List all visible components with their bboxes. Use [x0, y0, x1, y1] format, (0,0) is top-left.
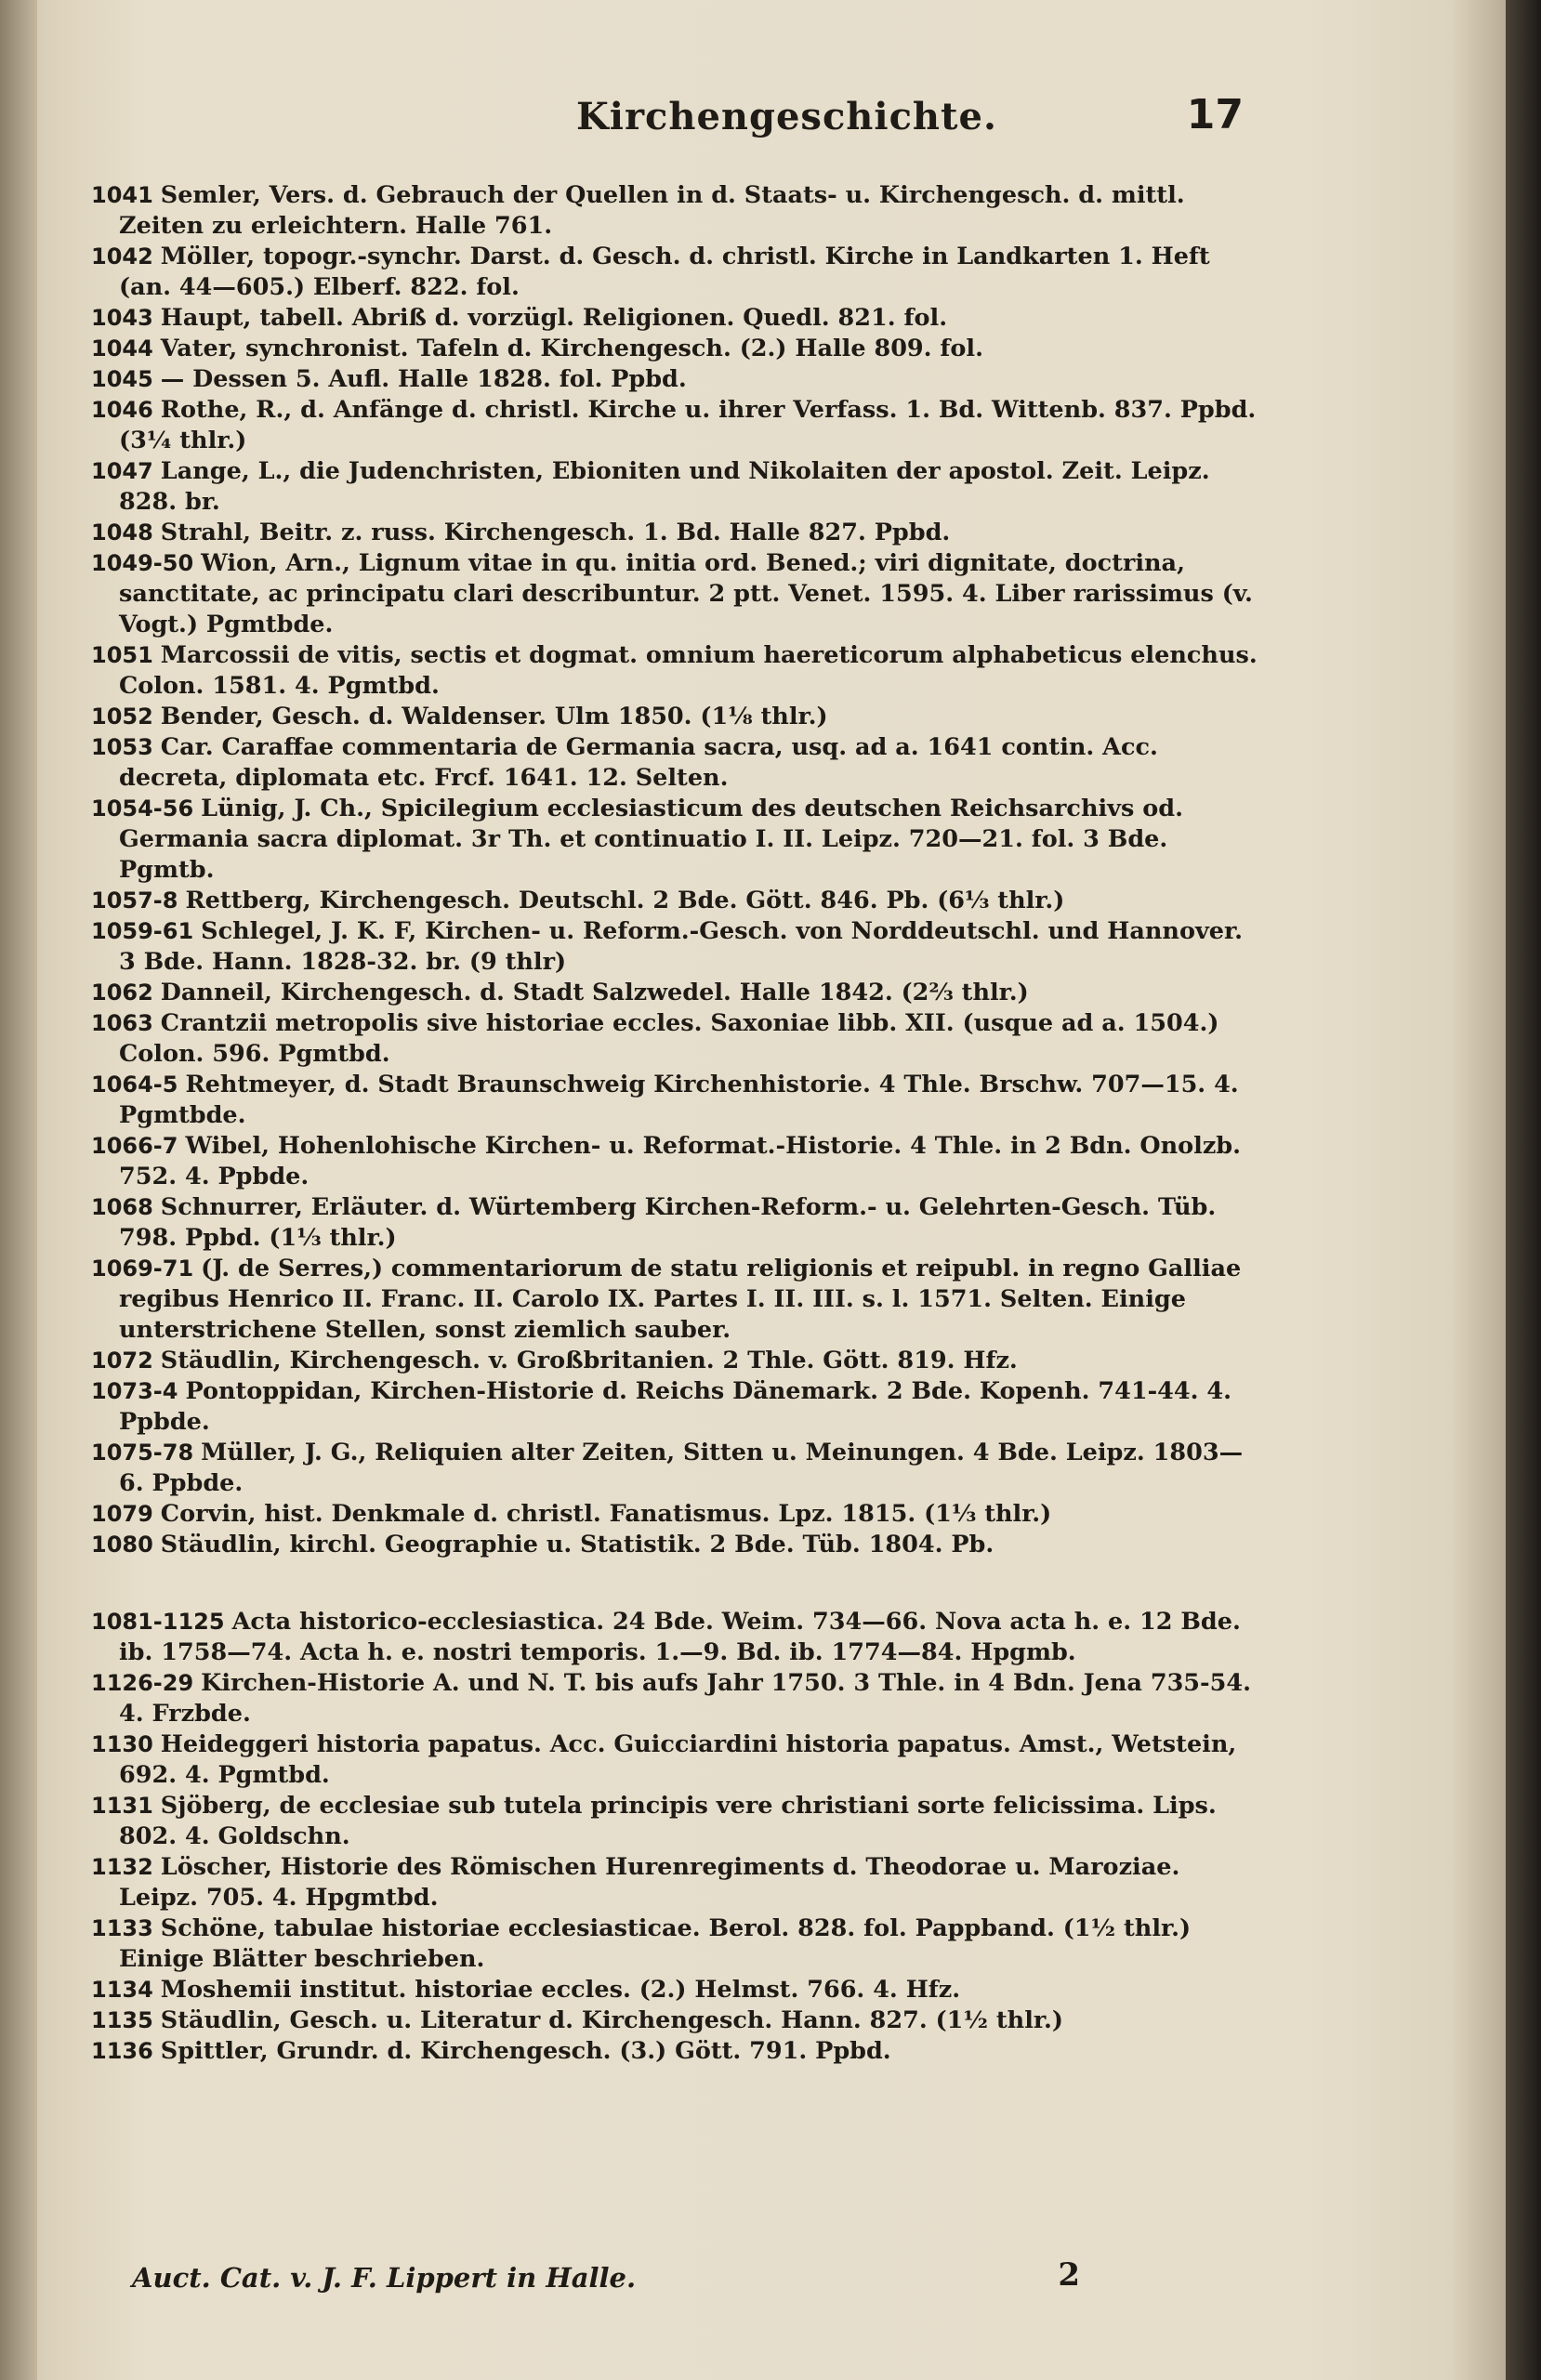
catalog-entry	[91, 1192, 1267, 1254]
entry-number: 1051	[91, 642, 153, 668]
catalog-entries	[91, 180, 1267, 2067]
entry-text: Rehtmeyer, d. Stadt Braunschweig Kirchenhistorie. 4 Thle. Brschw. 707—15. 4. Pgmtbde.	[119, 1071, 1239, 1129]
entry-number: 1136	[91, 2038, 153, 2064]
entry-text: Schlegel, J. K. F, Kirchen- u. Reform.-Gesch. von Norddeutschl. und Hannover. 3 Bde. Hann. 1828-32. br. (9 thlr)	[119, 917, 1243, 976]
entry-text: Spittler, Grundr. d. Kirchengesch. (3.) Gött. 791. Ppbd.	[160, 2037, 891, 2065]
entry-number: 1132	[91, 1854, 153, 1880]
entry-number: 1068	[91, 1194, 153, 1220]
entries-section-2	[91, 1607, 1267, 2067]
entry-text: Car. Caraffae commentaria de Germania sacra, usq. ad a. 1641 contin. Acc. decreta, diplomata etc. Frcf. 1641. 12. Selten.	[119, 733, 1158, 792]
entry-text: Stäudlin, Gesch. u. Literatur d. Kirchengesch. Hann. 827. (1½ thlr.)	[160, 2006, 1063, 2034]
entry-number: 1075-78	[91, 1440, 194, 1466]
entry-number: 1131	[91, 1793, 153, 1819]
entry-number: 1134	[91, 1977, 153, 2003]
catalog-entry	[91, 1499, 1267, 1530]
entry-number: 1126-29	[91, 1670, 194, 1696]
entry-number: 1048	[91, 519, 153, 546]
entry-text: Acta historico-ecclesiastica. 24 Bde. Weim. 734—66. Nova acta h. e. 12 Bde. ib. 1758—74. Acta h. e. nostri temporis. 1.—9. Bd. ib. 1774—84. Hpgmb.	[119, 1608, 1241, 1666]
entry-text: Danneil, Kirchengesch. d. Stadt Salzwedel. Halle 1842. (2⅔ thlr.)	[160, 979, 1029, 1006]
catalog-entry	[91, 794, 1267, 886]
entry-text: Kirchen-Historie A. und N. T. bis aufs Jahr 1750. 3 Thle. in 4 Bdn. Jena 735-54. 4. Frzbde.	[119, 1669, 1252, 1728]
entry-number: 1081-1125	[91, 1609, 225, 1635]
catalog-entry	[91, 2036, 1267, 2067]
entry-text: Semler, Vers. d. Gebrauch der Quellen in d. Staats- u. Kirchengesch. d. mittl. Zeiten zu erleichtern. Halle 761.	[119, 181, 1185, 240]
catalog-entry	[91, 1791, 1267, 1852]
entry-number: 1054-56	[91, 796, 194, 822]
entry-number: 1064-5	[91, 1072, 178, 1098]
entry-text: Löscher, Historie des Römischen Hurenregiments d. Theodorae u. Maroziae. Leipz. 705. 4. Hpgmtbd.	[119, 1853, 1180, 1912]
entry-number: 1063	[91, 1010, 153, 1036]
entry-number: 1052	[91, 703, 153, 730]
page-title: Kirchengeschichte.	[576, 95, 997, 138]
entry-number: 1042	[91, 243, 153, 270]
entry-text: Pontoppidan, Kirchen-Historie d. Reichs Dänemark. 2 Bde. Kopenh. 741-44. 4. Ppbde.	[119, 1377, 1232, 1436]
entry-text: — Dessen 5. Aufl. Halle 1828. fol. Ppbd.	[160, 365, 687, 393]
catalog-entry	[91, 548, 1267, 640]
entry-number: 1133	[91, 1915, 153, 1941]
entry-number: 1130	[91, 1731, 153, 1757]
catalog-entry	[91, 395, 1267, 456]
entry-text: Wion, Arn., Lignum vitae in qu. initia ord. Bened.; viri dignitate, doctrina, sanctitate, ac principatu clari describuntur. 2 ptt. Venet. 1595. 4. Liber rarissimus (v. Vogt.) Pgmtbde.	[119, 549, 1253, 638]
catalog-entry	[91, 180, 1267, 242]
entry-number: 1066-7	[91, 1133, 178, 1159]
catalog-entry	[91, 978, 1267, 1008]
catalog-entry	[91, 1131, 1267, 1192]
catalog-entry	[91, 334, 1267, 364]
entry-number: 1135	[91, 2007, 153, 2033]
entry-text: Vater, synchronist. Tafeln d. Kirchengesch. (2.) Halle 809. fol.	[160, 335, 983, 362]
entry-text: Schöne, tabulae historiae ecclesiasticae. Berol. 828. fol. Pappband. (1½ thlr.) Einige Blätter beschrieben.	[119, 1914, 1192, 1973]
entry-number: 1047	[91, 458, 153, 484]
entry-text: (J. de Serres,) commentariorum de statu religionis et reipubl. in regno Galliae regibus Henrico II. Franc. II. Carolo IX. Partes I. II. III. s. l. 1571. Selten. Einige unterstrichene Stellen, sonst ziemlich sauber.	[119, 1255, 1242, 1344]
entry-number: 1080	[91, 1532, 153, 1558]
entry-text: Marcossii de vitis, sectis et dogmat. omnium haereticorum alphabeticus elenchus. Colon. 1581. 4. Pgmtbd.	[119, 641, 1258, 700]
catalog-entry	[91, 1729, 1267, 1791]
entry-text: Schnurrer, Erläuter. d. Würtemberg Kirchen-Reform.- u. Gelehrten-Gesch. Tüb. 798. Ppbd. (1⅓ thlr.)	[119, 1193, 1217, 1252]
entry-number: 1073-4	[91, 1378, 178, 1404]
entry-text: Stäudlin, kirchl. Geographie u. Statistik. 2 Bde. Tüb. 1804. Pb.	[160, 1531, 994, 1558]
entry-number: 1057-8	[91, 888, 178, 914]
entry-text: Möller, topogr.-synchr. Darst. d. Gesch. d. christl. Kirche in Landkarten 1. Heft (an. 44—605.) Elberf. 822. fol.	[119, 243, 1210, 301]
entries-section-1	[91, 180, 1267, 1560]
entry-text: Heideggeri historia papatus. Acc. Guicciardini historia papatus. Amst., Wetstein, 692. 4. Pgmtbd.	[119, 1730, 1237, 1789]
entry-number: 1045	[91, 366, 153, 392]
page-number: 17	[1186, 91, 1244, 138]
page-edge-shadow	[1506, 0, 1541, 2380]
catalog-entry	[91, 1668, 1267, 1729]
entry-number: 1069-71	[91, 1256, 194, 1282]
entry-number: 1079	[91, 1501, 153, 1527]
catalog-entry	[91, 640, 1267, 702]
signature-mark: 2	[1058, 2256, 1080, 2294]
entry-text: Müller, J. G., Reliquien alter Zeiten, Sitten u. Meinungen. 4 Bde. Leipz. 1803—6. Ppbde.	[119, 1439, 1244, 1497]
entry-text: Lünig, J. Ch., Spicilegium ecclesiasticum des deutschen Reichsarchivs od. Germania sacra diplomat. 3r Th. et continuatio I. II. Leipz. 720—21. fol. 3 Bde. Pgmtb.	[119, 795, 1183, 884]
catalog-entry	[91, 1070, 1267, 1131]
entry-text: Crantzii metropolis sive historiae eccles. Saxoniae libb. XII. (usque ad a. 1504.) Colon. 596. Pgmtbd.	[119, 1009, 1219, 1068]
entry-number: 1044	[91, 335, 153, 362]
page-gutter	[0, 0, 37, 2380]
entry-number: 1053	[91, 734, 153, 760]
catalog-entry	[91, 2005, 1267, 2036]
catalog-entry	[91, 1975, 1267, 2005]
entry-number: 1046	[91, 397, 153, 423]
entry-number: 1043	[91, 305, 153, 331]
catalog-entry	[91, 1913, 1267, 1975]
entry-text: Wibel, Hohenlohische Kirchen- u. Reformat.-Historie. 4 Thle. in 2 Bdn. Onolzb. 752. 4. Ppbde.	[119, 1132, 1242, 1190]
catalog-entry	[91, 1254, 1267, 1346]
entry-text: Bender, Gesch. d. Waldenser. Ulm 1850. (1⅛ thlr.)	[160, 703, 828, 730]
catalog-entry	[91, 303, 1267, 334]
entry-number: 1062	[91, 980, 153, 1006]
footer-imprint: Auct. Cat. v. J. F. Lippert in Halle.	[132, 2262, 637, 2294]
section-gap	[91, 1560, 1267, 1607]
catalog-entry	[91, 364, 1267, 395]
catalog-entry	[91, 1607, 1267, 1668]
entry-number: 1049-50	[91, 550, 194, 576]
entry-text: Lange, L., die Judenchristen, Ebioniten und Nikolaiten der apostol. Zeit. Leipz. 828. br.	[119, 457, 1210, 516]
catalog-entry	[91, 456, 1267, 518]
entry-text: Strahl, Beitr. z. russ. Kirchengesch. 1. Bd. Halle 827. Ppbd.	[160, 519, 951, 546]
catalog-entry	[91, 1008, 1267, 1070]
catalog-entry	[91, 1346, 1267, 1376]
entry-text: Rettberg, Kirchengesch. Deutschl. 2 Bde. Gött. 846. Pb. (6⅓ thlr.)	[185, 887, 1065, 914]
catalog-entry	[91, 1530, 1267, 1560]
catalog-entry	[91, 916, 1267, 978]
entry-text: Sjöberg, de ecclesiae sub tutela principis vere christiani sorte felicissima. Lips. 802. 4. Goldschn.	[119, 1792, 1217, 1850]
entry-number: 1041	[91, 182, 153, 208]
catalog-entry	[91, 1852, 1267, 1913]
entry-text: Moshemii institut. historiae eccles. (2.) Helmst. 766. 4. Hfz.	[160, 1976, 961, 2004]
entry-number: 1072	[91, 1348, 153, 1374]
catalog-entry	[91, 886, 1267, 916]
running-head	[0, 91, 1506, 151]
catalog-entry	[91, 518, 1267, 548]
catalog-entry	[91, 702, 1267, 732]
entry-text: Rothe, R., d. Anfänge d. christl. Kirche u. ihrer Verfass. 1. Bd. Wittenb. 837. Ppbd. (3¼ thlr.)	[119, 396, 1257, 454]
entry-text: Corvin, hist. Denkmale d. christl. Fanatismus. Lpz. 1815. (1⅓ thlr.)	[160, 1500, 1052, 1528]
catalog-entry	[91, 1438, 1267, 1499]
page-footer	[132, 2256, 1080, 2299]
entry-text: Haupt, tabell. Abriß d. vorzügl. Religionen. Quedl. 821. fol.	[160, 304, 948, 332]
entry-number: 1059-61	[91, 918, 194, 944]
entry-text: Stäudlin, Kirchengesch. v. Großbritanien. 2 Thle. Gött. 819. Hfz.	[160, 1347, 1018, 1374]
catalog-entry	[91, 732, 1267, 794]
catalog-entry	[91, 1376, 1267, 1438]
catalog-entry	[91, 242, 1267, 303]
